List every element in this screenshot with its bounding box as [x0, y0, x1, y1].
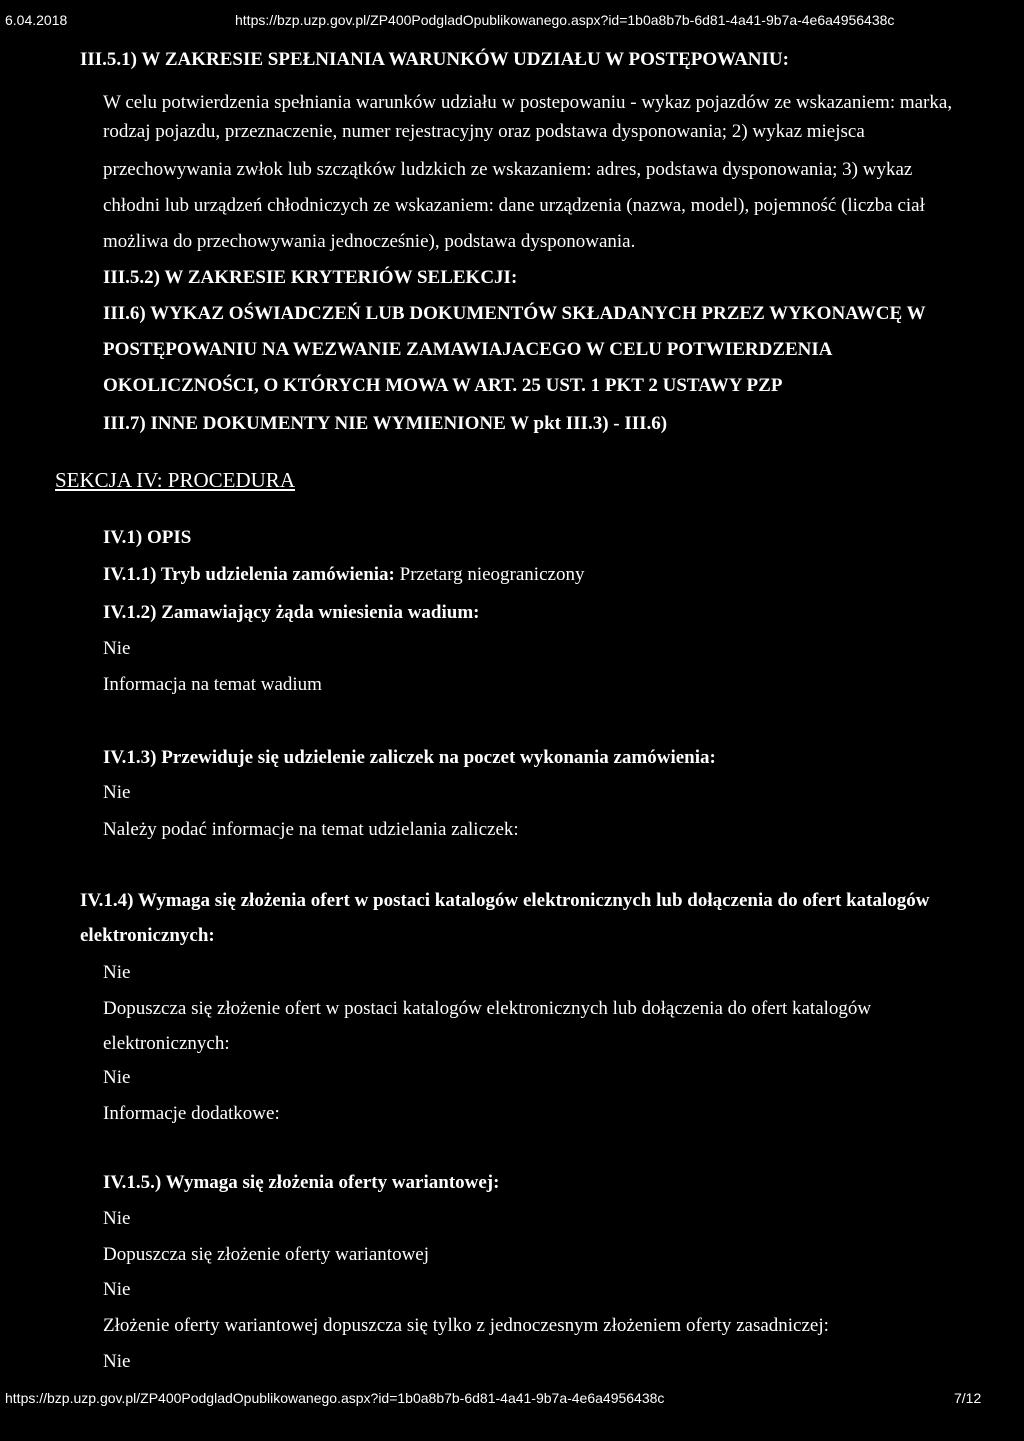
section-iii-5-1-text-line: rodzaj pojazdu, przeznaczenie, numer rejestracyjny oraz podstawa dysponowania; 2) wykaz miejsca	[103, 121, 865, 142]
section-iii-5-1-text-line: chłodni lub urządzeń chłodniczych ze wskazaniem: dane urządzenia (nazwa, model), pojemność (liczba ciał	[103, 195, 925, 216]
header-url: https://bzp.uzp.gov.pl/ZP400PodgladOpublikowanego.aspx?id=1b0a8b7b-6d81-4a41-9b7a-4e6a4956438c	[235, 12, 895, 28]
footer-url: https://bzp.uzp.gov.pl/ZP400PodgladOpublikowanego.aspx?id=1b0a8b7b-6d81-4a41-9b7a-4e6a4956438c	[5, 1390, 665, 1406]
iv-1-4-value: Nie	[103, 962, 131, 983]
iv-1-2-label: IV.1.2) Zamawiający żąda wniesienia wadium:	[103, 602, 480, 623]
iv-1-4-extra-label: Informacje dodatkowe:	[103, 1103, 280, 1124]
iv-1-1-value: Przetarg nieograniczony	[399, 564, 585, 585]
iv-1-2-info-label: Informacja na temat wadium	[103, 674, 322, 695]
section-iv-title: SEKCJA IV: PROCEDURA	[55, 468, 295, 492]
section-iii-5-1-text-line: W celu potwierdzenia spełniania warunków udziału w postepowaniu - wykaz pojazdów ze wskazaniem: marka,	[103, 92, 953, 113]
iv-1-1-row	[103, 563, 584, 587]
iv-1-5-allowed-label: Dopuszcza się złożenie oferty wariantowej	[103, 1244, 430, 1265]
iv-1-5-value: Nie	[103, 1208, 131, 1229]
iv-1-1-label: IV.1.1) Tryb udzielenia zamówienia:	[103, 564, 395, 585]
iv-1-5-allowed-value: Nie	[103, 1279, 131, 1300]
section-iii-5-1-text-line: możliwa do przechowywania jednocześnie), podstawa dysponowania.	[103, 231, 636, 252]
iv-1-4-label-line: IV.1.4) Wymaga się złożenia ofert w postaci katalogów elektronicznych lub dołączenia do ofert katalogów	[80, 890, 930, 911]
iv-1-3-value: Nie	[103, 782, 131, 803]
iv-1-heading: IV.1) OPIS	[103, 527, 192, 548]
iv-1-4-allowed-line: Dopuszcza się złożenie ofert w postaci katalogów elektronicznych lub dołączenia do ofert katalogów	[103, 998, 872, 1019]
page-number: 7/12	[954, 1390, 982, 1406]
section-iii-5-1-text-line: przechowywania zwłok lub szczątków ludzkich ze wskazaniem: adres, podstawa dysponowania; 3) wykaz	[103, 159, 913, 180]
section-iii-5-1-heading: III.5.1) W ZAKRESIE SPEŁNIANIA WARUNKÓW UDZIAŁU W POSTĘPOWANIU:	[80, 49, 789, 70]
iv-1-5-joint-value: Nie	[103, 1351, 131, 1372]
section-iii-5-2-heading: III.5.2) W ZAKRESIE KRYTERIÓW SELEKCJI:	[103, 267, 518, 288]
section-iii-6-heading-line: III.6) WYKAZ OŚWIADCZEŃ LUB DOKUMENTÓW SKŁADANYCH PRZEZ WYKONAWCĘ W	[103, 303, 926, 324]
section-iii-7-heading: III.7) INNE DOKUMENTY NIE WYMIENIONE W pkt III.3) - III.6)	[103, 413, 668, 434]
iv-1-4-label-line: elektronicznych:	[80, 925, 215, 946]
iv-1-3-label: IV.1.3) Przewiduje się udzielenie zaliczek na poczet wykonania zamówienia:	[103, 747, 716, 768]
iv-1-5-label: IV.1.5.) Wymaga się złożenia oferty wariantowej:	[103, 1172, 500, 1193]
header-date: 6.04.2018	[5, 12, 68, 28]
iv-1-4-allowed-value: Nie	[103, 1067, 131, 1088]
section-iii-6-heading-line: POSTĘPOWANIU NA WEZWANIE ZAMAWIAJACEGO W CELU POTWIERDZENIA	[103, 339, 833, 360]
iv-1-4-allowed-line: elektronicznych:	[103, 1033, 230, 1054]
iv-1-2-value: Nie	[103, 638, 131, 659]
iv-1-3-info-label: Należy podać informacje na temat udzielania zaliczek:	[103, 819, 519, 840]
iv-1-5-joint-label: Złożenie oferty wariantowej dopuszcza się tylko z jednoczesnym złożeniem oferty zasadniczej:	[103, 1315, 829, 1336]
section-iii-6-heading-line: OKOLICZNOŚCI, O KTÓRYCH MOWA W ART. 25 UST. 1 PKT 2 USTAWY PZP	[103, 375, 783, 396]
